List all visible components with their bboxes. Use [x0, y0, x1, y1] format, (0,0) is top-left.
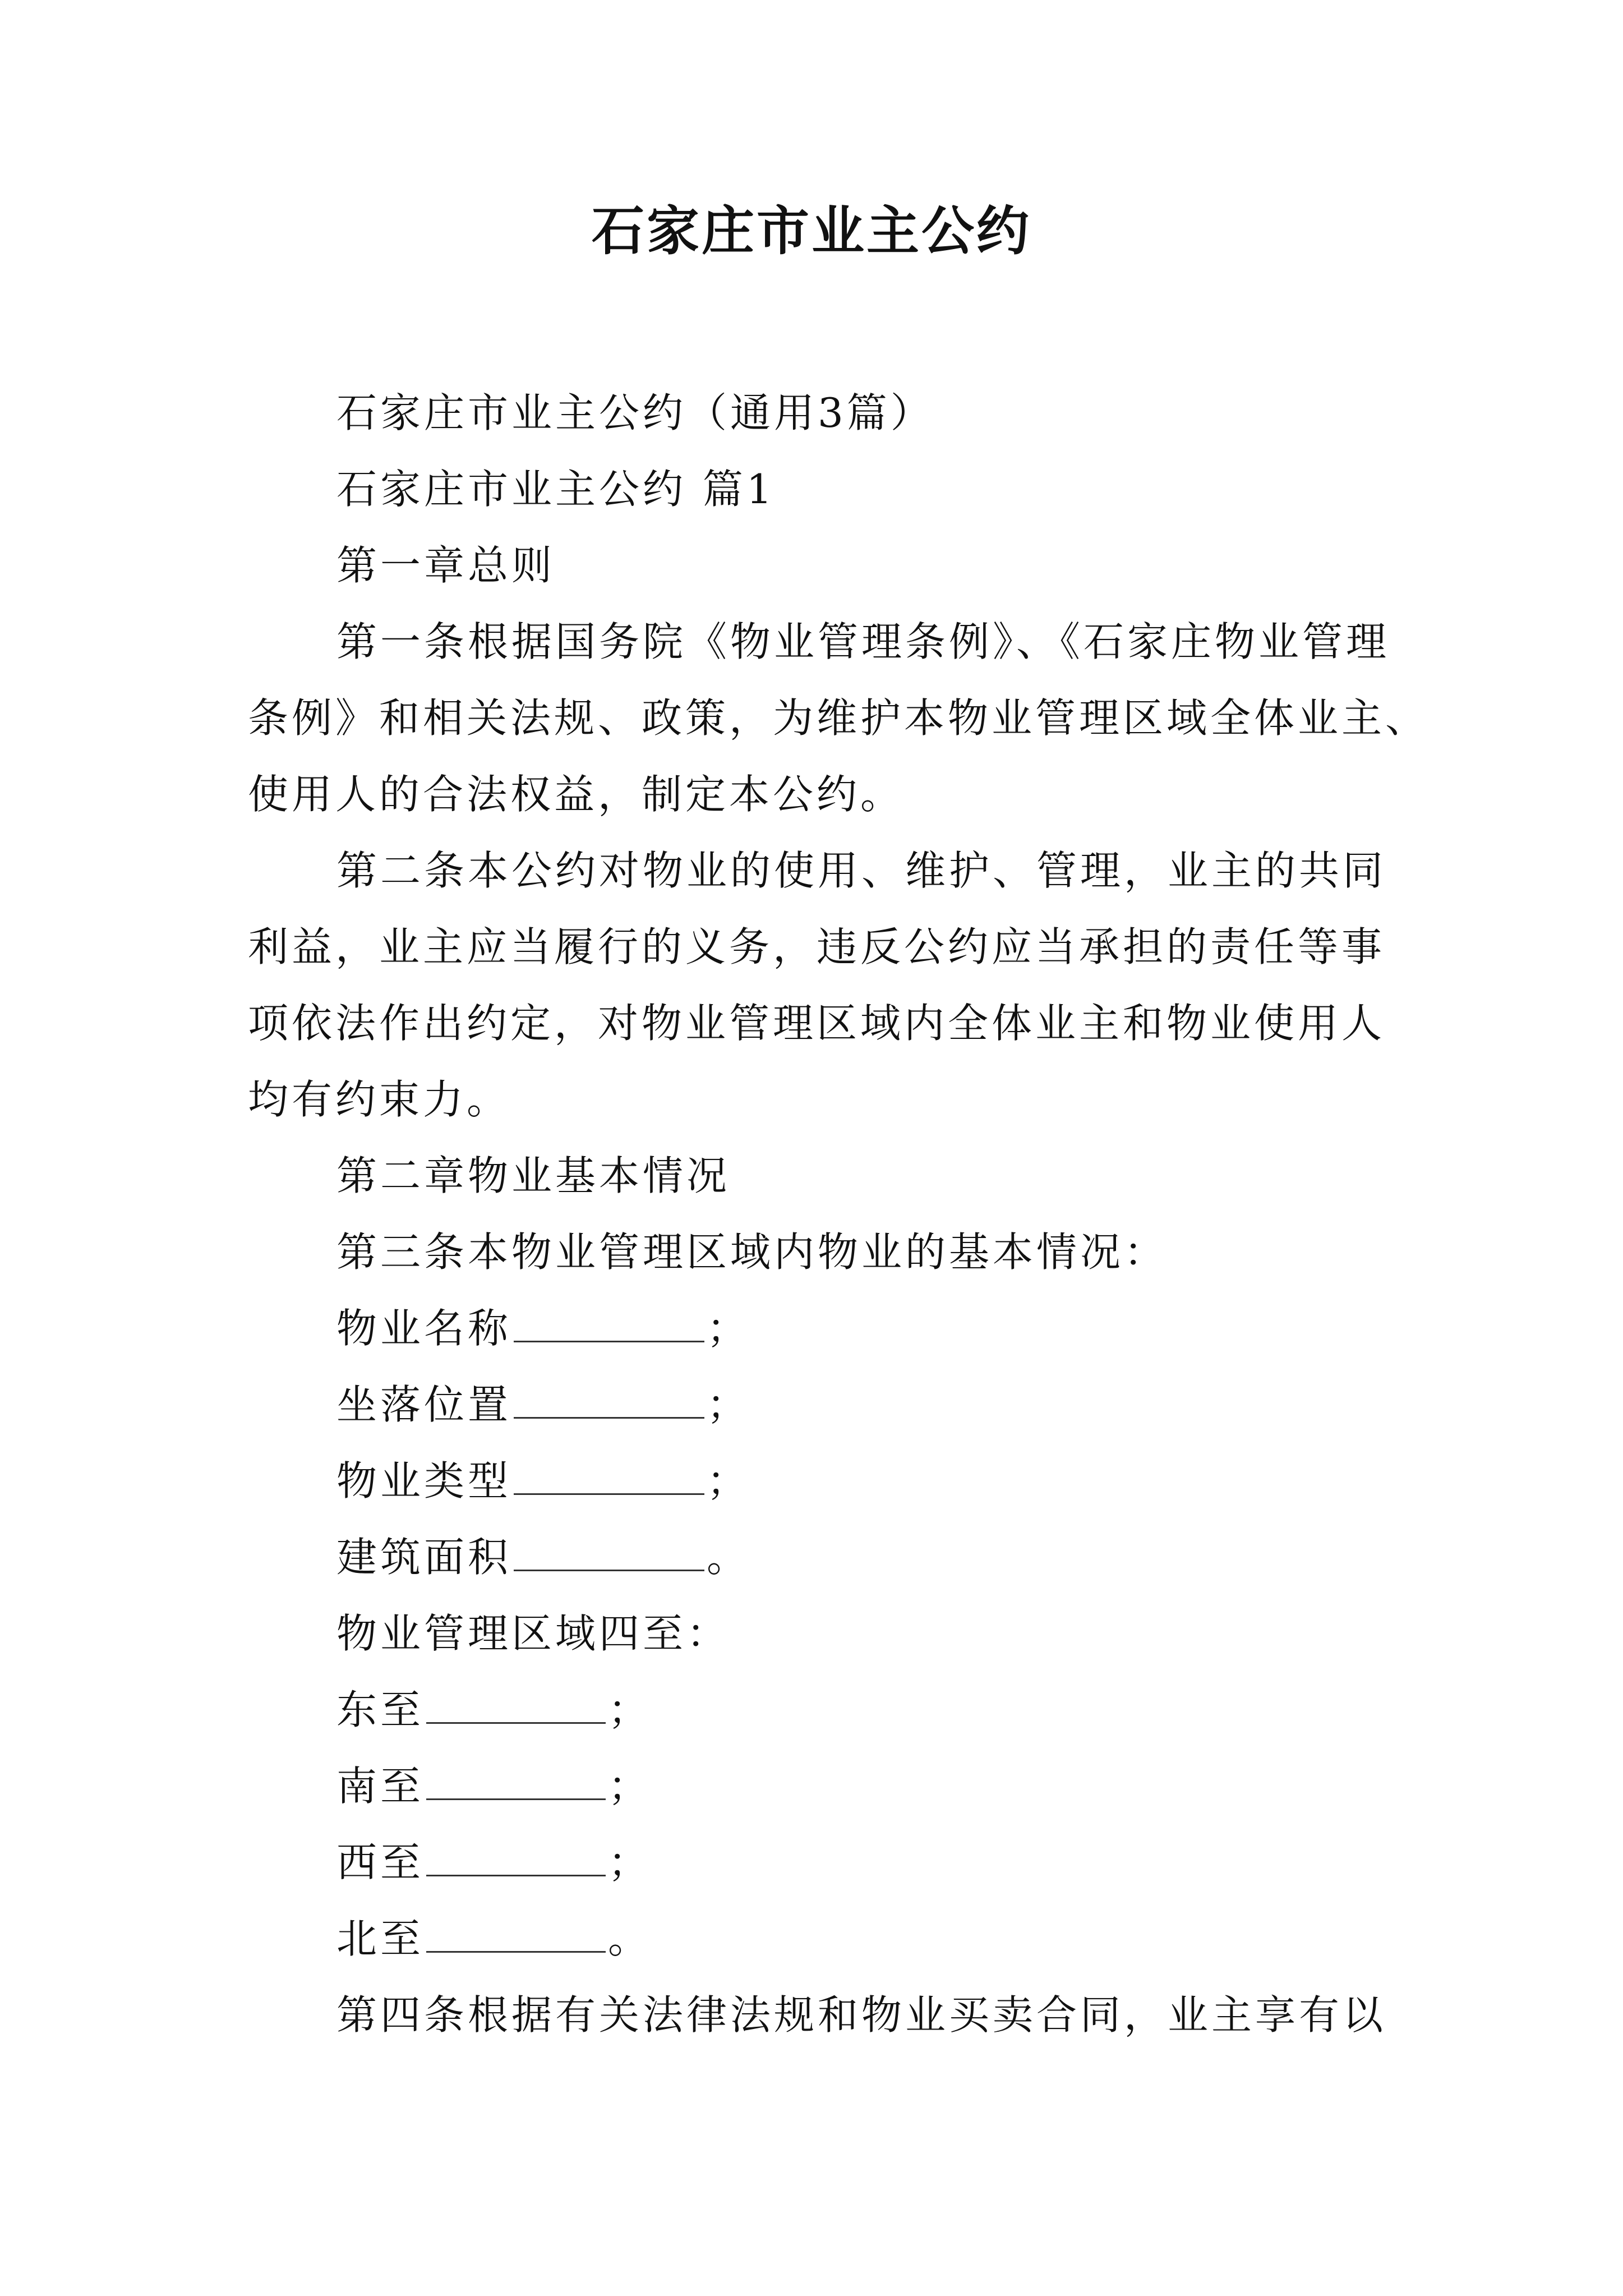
fill-in-blank[interactable] [514, 1383, 704, 1419]
field-west-boundary [336, 1834, 652, 1890]
fill-in-blank[interactable] [426, 1765, 606, 1800]
fill-in-blank[interactable] [426, 1688, 606, 1724]
subtitle-part-1: 石家庄市业主公约 篇1 [336, 466, 776, 513]
field-south-boundary [336, 1758, 652, 1814]
field-label: 北至 [336, 1915, 425, 1962]
field-punct: ； [608, 1763, 652, 1810]
document-title: 石家庄市业主公约 [591, 200, 1031, 262]
article-4-line-1: 第四条根据有关法律法规和物业买卖合同，业主享有以 [336, 1991, 1387, 2039]
field-punct: ； [707, 1457, 751, 1504]
fill-in-blank[interactable] [426, 1841, 606, 1876]
field-punct: ； [608, 1839, 652, 1886]
field-label: 东至 [336, 1686, 425, 1733]
field-punct: ； [707, 1305, 751, 1352]
field-punct: 。 [707, 1534, 751, 1581]
subtitle-collection: 石家庄市业主公约（通用3篇） [336, 389, 934, 436]
article-2-line-3: 项依法作出约定，对物业管理区域内全体业主和物业使用人 [248, 1000, 1386, 1047]
field-punct: 。 [608, 1915, 652, 1962]
fill-in-blank[interactable] [426, 1917, 606, 1953]
field-floor-area [336, 1529, 750, 1585]
field-north-boundary [336, 1911, 652, 1967]
article-1-line-2: 条例》和相关法规、政策，为维护本物业管理区域全体业主、 [248, 694, 1430, 742]
field-property-name [336, 1300, 750, 1356]
field-punct: ； [707, 1381, 751, 1428]
field-location [336, 1377, 750, 1433]
chapter-1-heading: 第一章总则 [336, 542, 556, 589]
field-east-boundary [336, 1682, 652, 1738]
field-label: 建筑面积 [336, 1534, 512, 1581]
article-2-line-2: 利益，业主应当履行的义务，违反公约应当承担的责任等事 [248, 923, 1386, 970]
fill-in-blank[interactable] [514, 1536, 704, 1571]
field-property-type [336, 1453, 750, 1509]
field-punct: ； [608, 1686, 652, 1733]
chapter-2-heading: 第二章物业基本情况 [336, 1152, 731, 1199]
article-3-line-1: 第三条本物业管理区域内物业的基本情况： [336, 1228, 1168, 1276]
field-label: 南至 [336, 1763, 425, 1810]
article-2-line-4: 均有约束力。 [248, 1076, 511, 1123]
boundaries-heading: 物业管理区域四至： [336, 1610, 731, 1657]
article-2-line-1: 第二条本公约对物业的使用、维护、管理，业主的共同 [336, 847, 1387, 894]
field-label: 物业名称 [336, 1305, 512, 1352]
field-label: 西至 [336, 1839, 425, 1886]
article-1-line-1: 第一条根据国务院《物业管理条例》、《石家庄物业管理 [336, 618, 1390, 665]
fill-in-blank[interactable] [514, 1460, 704, 1495]
article-1-line-3: 使用人的合法权益，制定本公约。 [248, 771, 905, 818]
field-label: 物业类型 [336, 1457, 512, 1504]
fill-in-blank[interactable] [514, 1307, 704, 1342]
field-label: 坐落位置 [336, 1381, 512, 1428]
